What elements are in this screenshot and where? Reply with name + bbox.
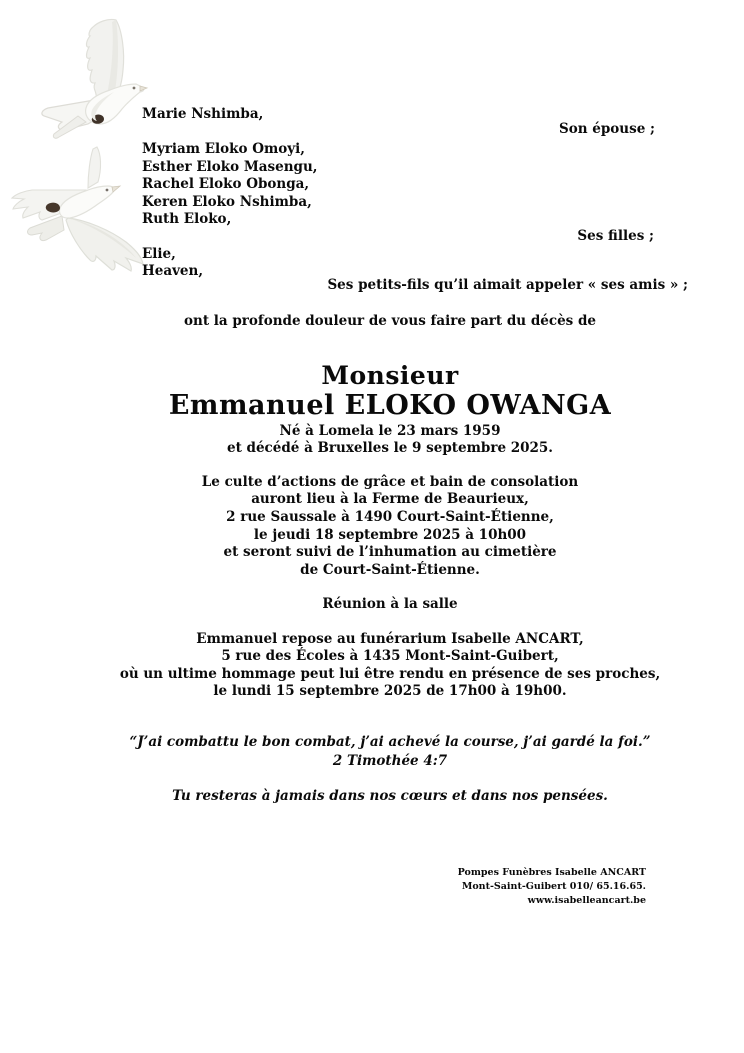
funerarium-line-3: où un ultime hommage peut lui être rendu en présence de ses proches,	[119, 666, 661, 682]
daughter-name-4: Keren Eloko Nshimba,	[142, 194, 312, 210]
ceremony-line-1: Le culte d’actions de grâce et bain de consolation	[201, 474, 579, 490]
spouse-label: Son épouse ;	[559, 121, 655, 137]
white-dove-gliding-icon	[2, 142, 147, 277]
scripture-reference: 2 Timothée 4:7	[332, 753, 448, 769]
grandson-name-2: Heaven,	[142, 263, 204, 279]
scripture-quote: “J’ai combattu le bon combat, j’ai achevé la course, j’ai gardé la foi.”	[129, 734, 651, 750]
grandsons-label: Ses petits-fils qu’il aimait appeler « ses amis » ;	[327, 277, 688, 293]
ceremony-line-5: et seront suivi de l’inhumation au cimetière	[223, 544, 557, 560]
funerarium-line-1: Emmanuel repose au funérarium Isabelle ANCART,	[196, 631, 584, 647]
ceremony-line-2: auront lieu à la Ferme de Beaurieux,	[251, 491, 529, 507]
deceased-name: Emmanuel ELOKO OWANGA	[168, 390, 612, 421]
ceremony-line-4: le jeudi 18 septembre 2025 à 10h00	[253, 527, 527, 543]
death-line: et décédé à Bruxelles le 9 septembre 2025.	[226, 440, 554, 456]
dove-image-bottom	[2, 142, 147, 281]
daughter-name-3: Rachel Eloko Obonga,	[142, 176, 310, 192]
ceremony-line-6: de Court-Saint-Étienne.	[300, 562, 480, 578]
announcement-intro: ont la profonde douleur de vous faire part du décès de	[184, 313, 596, 329]
funerarium-line-2: 5 rue des Écoles à 1435 Mont-Saint-Guibert,	[221, 648, 559, 664]
ceremony-line-3: 2 rue Saussale à 1490 Court-Saint-Étienne,	[226, 509, 554, 525]
meeting-line: Réunion à la salle	[322, 596, 458, 612]
grandson-name-1: Elie,	[142, 246, 176, 262]
footer-company: Pompes Funèbres Isabelle ANCART	[457, 867, 646, 878]
daughter-name-2: Esther Eloko Masengu,	[142, 159, 318, 175]
tribute-line: Tu resteras à jamais dans nos cœurs et dans nos pensées.	[172, 788, 608, 804]
footer	[458, 866, 646, 908]
footer-website: www.isabelleancart.be	[527, 895, 646, 906]
daughters-label: Ses filles ;	[577, 228, 654, 244]
deceased-title: Monsieur	[321, 361, 459, 390]
daughter-name-5: Ruth Eloko,	[142, 211, 232, 227]
dove-image-top	[18, 12, 163, 144]
spouse-name: Marie Nshimba,	[142, 106, 264, 122]
birth-line: Né à Lomela le 23 mars 1959	[279, 423, 501, 439]
footer-phone: Mont-Saint-Guibert 010/ 65.16.65.	[461, 881, 646, 892]
daughter-name-1: Myriam Eloko Omoyi,	[142, 141, 305, 157]
funerarium-line-4: le lundi 15 septembre 2025 de 17h00 à 19h00.	[213, 683, 567, 699]
